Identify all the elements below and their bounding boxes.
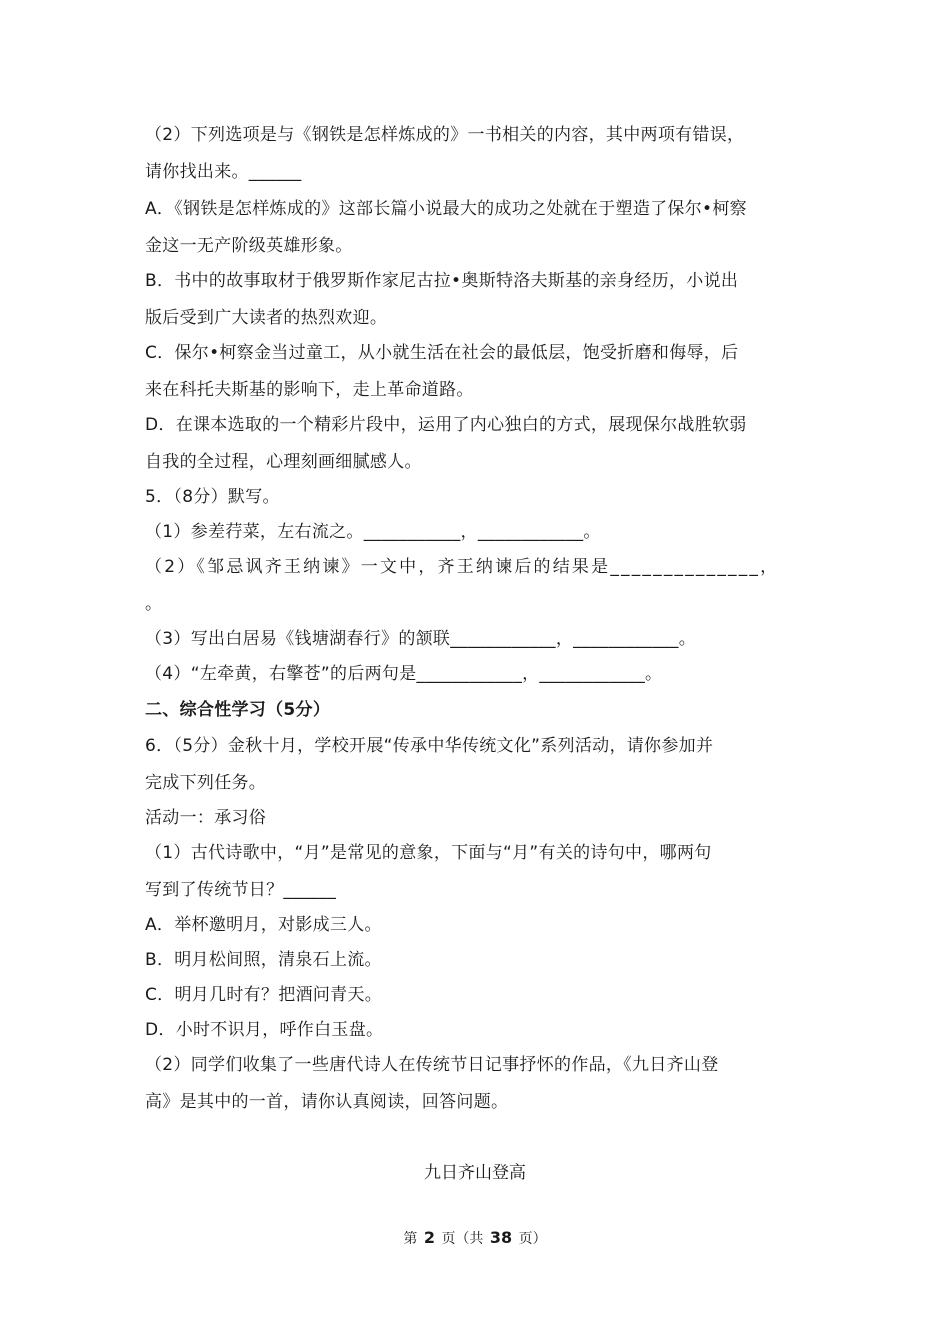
q6-line1: 6．（5分）金秋十月，学校开展“传承中华传统文化”系列活动，请你参加并 (145, 736, 714, 756)
q6-1-option-b: B．明月松间照，清泉石上流。 (145, 950, 382, 970)
q5-heading: 5．（8分）默写。 (145, 487, 280, 507)
q6-2-line1: （2）同学们收集了一些唐代诗人在传统节日记事抒怀的作品，《九日齐山登 (145, 1055, 719, 1075)
activity-one-label: 活动一：承习俗 (145, 808, 267, 828)
poem-title: 九日齐山登高 (424, 1163, 526, 1183)
page-footer (0, 1228, 950, 1249)
q6-1-option-d: D．小时不识月，呼作白玉盘。 (145, 1020, 384, 1040)
option-a-line2: 金这一无产阶级英雄形象。 (145, 236, 353, 256)
q5-3: （3）写出白居易《钱塘湖春行》的颔联____________，____________。 (145, 629, 697, 649)
q6-1-option-a: A．举杯邀明月，对影成三人。 (145, 915, 382, 935)
q4-2-prompt-line2: 请你找出来。______ (145, 162, 302, 182)
option-c-line1: C．保尔•柯察金当过童工，从小就生活在社会的最低层，饱受折磨和侮辱，后 (145, 343, 739, 363)
option-d-line2: 自我的全过程，心理刻画细腻感人。 (145, 452, 422, 472)
q4-2-prompt-line1: （2）下列选项是与《钢铁是怎样炼成的》一书相关的内容，其中两项有错误， (145, 125, 745, 145)
q6-2-line2: 高》是其中的一首，请你认真阅读，回答问题。 (145, 1092, 509, 1112)
option-c-line2: 来在科托夫斯基的影响下，走上革命道路。 (145, 380, 474, 400)
section-heading: 二、综合性学习（5分） (145, 700, 331, 720)
q6-1-line2: 写到了传统节日？______ (145, 880, 337, 900)
footer-total-pages: 38 (489, 1228, 513, 1247)
option-b-line2: 版后受到广大读者的热烈欢迎。 (145, 308, 388, 328)
q6-1-line1: （1）古代诗歌中，“月”是常见的意象，下面与“月”有关的诗句中，哪两句 (145, 843, 712, 863)
footer-suffix: 页） (518, 1231, 547, 1247)
footer-page-number: 2 (423, 1228, 435, 1247)
q6-1-option-c: C．明月几时有？把酒问青天。 (145, 985, 383, 1005)
q5-2-continuation: 。 (145, 594, 163, 614)
q5-4: （4）“左牵黄，右擎苍”的后两句是____________，____________。 (145, 664, 663, 684)
footer-middle: 页（共 (441, 1231, 484, 1247)
q5-1: （1）参差荇菜，左右流之。___________，____________。 (145, 522, 601, 542)
q5-2: （2）《邹忌讽齐王纳谏》一文中，齐王纳谏后的结果是______________， (145, 557, 780, 577)
q6-line2: 完成下列任务。 (145, 773, 267, 793)
option-d-line1: D．在课本选取的一个精彩片段中，运用了内心独白的方式，展现保尔战胜软弱 (145, 415, 747, 435)
footer-prefix: 第 (403, 1231, 418, 1247)
option-b-line1: B．书中的故事取材于俄罗斯作家尼古拉•奥斯特洛夫斯基的亲身经历，小说出 (145, 271, 739, 291)
option-a-line1: A．《钢铁是怎样炼成的》这部长篇小说最大的成功之处就在于塑造了保尔•柯察 (145, 199, 747, 219)
